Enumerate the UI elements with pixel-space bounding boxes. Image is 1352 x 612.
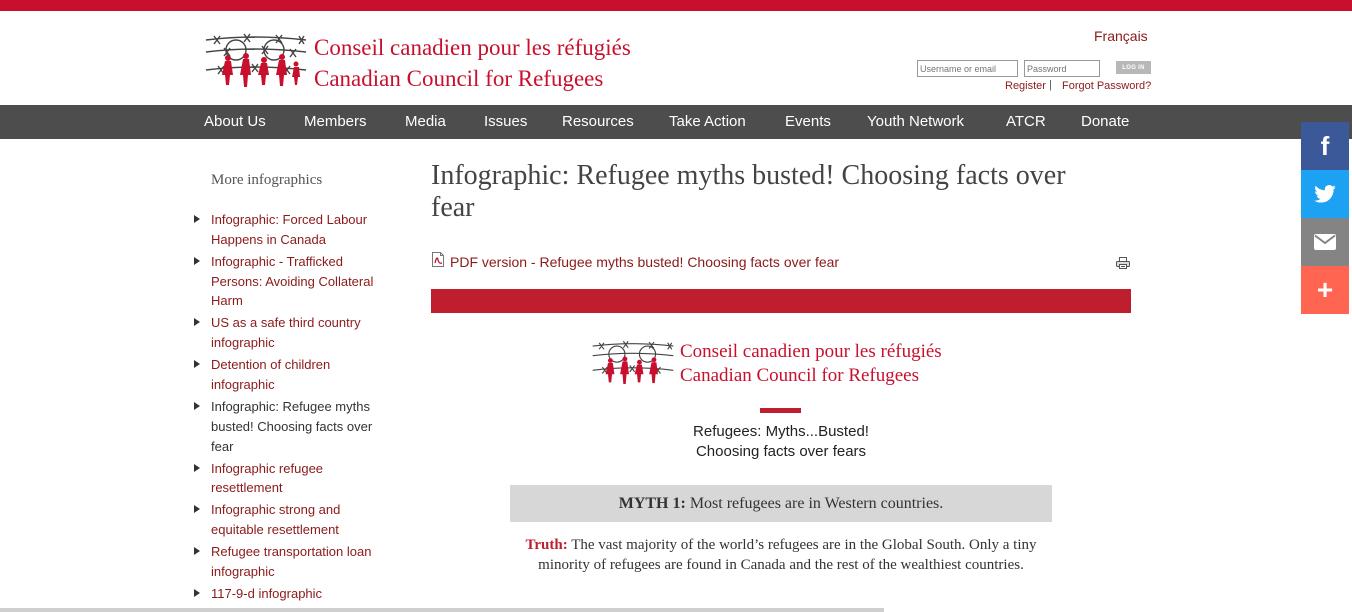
- nav-item-donate[interactable]: Donate: [1081, 113, 1130, 130]
- sidebar-item: [192, 542, 392, 582]
- myth-text: Most refugees are in Western countries.: [689, 495, 944, 512]
- truth-label: Truth:: [525, 537, 568, 553]
- top-accent-bar: [0, 0, 1352, 11]
- nav-item-members[interactable]: Members: [304, 113, 367, 130]
- share-twitter-button[interactable]: [1301, 170, 1349, 218]
- logo-text: [314, 32, 631, 94]
- login-button[interactable]: LOG IN: [1116, 61, 1151, 74]
- sidebar-link-equitable-resettlement[interactable]: Infographic strong and equitable resettlement: [211, 502, 341, 538]
- sidebar-list: [192, 210, 392, 606]
- link-separator: |: [1049, 79, 1052, 91]
- sidebar-item: [192, 355, 392, 395]
- nav-item-atcr[interactable]: ATCR: [1006, 113, 1046, 130]
- infographic-subtitle: [640, 422, 922, 462]
- infographic-logo-text: [680, 340, 942, 388]
- pdf-file-icon: [432, 252, 444, 267]
- infographic-logo-line-french: Conseil canadien pour les réfugiés: [680, 341, 942, 362]
- infographic-top-band: [431, 289, 1131, 313]
- nav-item-youth-network[interactable]: Youth Network: [867, 113, 965, 130]
- password-input[interactable]: [1024, 60, 1100, 77]
- truth-paragraph: [510, 536, 1052, 575]
- sidebar-item: [192, 313, 392, 353]
- sidebar-item: [192, 210, 392, 250]
- truth-text: The vast majority of the world’s refugees are in the Global South. Only a tiny minority of refugees are found in Canada and the rest of the wealthiest countries.: [538, 537, 1037, 573]
- pdf-version-link[interactable]: PDF version - Refugee myths busted! Choosing facts over fear: [450, 254, 840, 270]
- myth-heading-box: [510, 485, 1052, 522]
- page-title: Infographic: Refugee myths busted! Choosing facts over fear: [431, 160, 1066, 223]
- sidebar-link-detention-children[interactable]: Detention of children infographic: [211, 357, 331, 392]
- plus-icon: +: [1316, 274, 1334, 305]
- sidebar-heading: More infographics: [211, 172, 323, 188]
- logo-line-french: Conseil canadien pour les réfugiés: [314, 35, 631, 60]
- horizontal-scrollbar[interactable]: [0, 608, 884, 612]
- sidebar-link-safe-third-country[interactable]: US as a safe third country infographic: [211, 315, 361, 351]
- nav-item-media[interactable]: Media: [405, 113, 446, 130]
- nav-item-resources[interactable]: Resources: [562, 113, 634, 130]
- sidebar-link-trafficked-persons[interactable]: Infographic - Trafficked Persons: Avoiding Collateral Harm: [211, 253, 374, 309]
- sidebar-link-myths-busted[interactable]: Infographic: Refugee myths busted! Choosing facts over fear: [211, 398, 373, 454]
- forgot-password-link[interactable]: Forgot Password?: [1062, 80, 1152, 92]
- infographic-divider: [760, 408, 801, 413]
- sidebar-item: [192, 459, 392, 499]
- nav-item-events[interactable]: Events: [785, 113, 831, 130]
- sidebar-link-117-9-d[interactable]: 117-9-d infographic: [211, 585, 323, 601]
- myth-label: MYTH 1:: [618, 495, 686, 512]
- infographic-subtitle-line1: Refugees: Myths...Busted!: [693, 423, 869, 440]
- language-switch-link[interactable]: Français: [1094, 28, 1148, 44]
- print-icon[interactable]: [1116, 257, 1130, 269]
- sidebar-item: [192, 584, 392, 604]
- barbed-wire-figures-icon: [204, 30, 308, 92]
- facebook-icon: f: [1320, 130, 1330, 161]
- nav-item-take-action[interactable]: Take Action: [669, 113, 746, 130]
- main-nav: [0, 105, 1352, 139]
- logo-line-english: Canadian Council for Refugees: [314, 66, 604, 91]
- infographic-logo-line-english: Canadian Council for Refugees: [680, 365, 920, 386]
- sidebar-item: [192, 252, 392, 311]
- nav-item-issues[interactable]: Issues: [484, 113, 528, 130]
- share-more-button[interactable]: [1301, 266, 1349, 314]
- nav-item-about-us[interactable]: About Us: [204, 113, 266, 130]
- sidebar-link-forced-labour[interactable]: Infographic: Forced Labour Happens in Canada: [211, 212, 368, 247]
- sidebar-item: [192, 500, 392, 540]
- sidebar-link-transportation-loan[interactable]: Refugee transportation loan infographic: [211, 544, 372, 579]
- register-link[interactable]: Register: [1005, 80, 1046, 92]
- site-logo[interactable]: [204, 28, 684, 96]
- infographic-logo-icon: [590, 338, 676, 388]
- share-facebook-button[interactable]: [1301, 122, 1349, 170]
- sidebar-link-refugee-resettlement[interactable]: Infographic refugee resettlement: [211, 460, 324, 496]
- infographic-subtitle-line2: Choosing facts over fears: [695, 443, 867, 460]
- sidebar-item-active: [192, 397, 392, 456]
- twitter-icon: [1314, 185, 1336, 203]
- email-icon: [1314, 234, 1336, 250]
- share-email-button[interactable]: [1301, 218, 1349, 266]
- username-input[interactable]: [917, 60, 1018, 77]
